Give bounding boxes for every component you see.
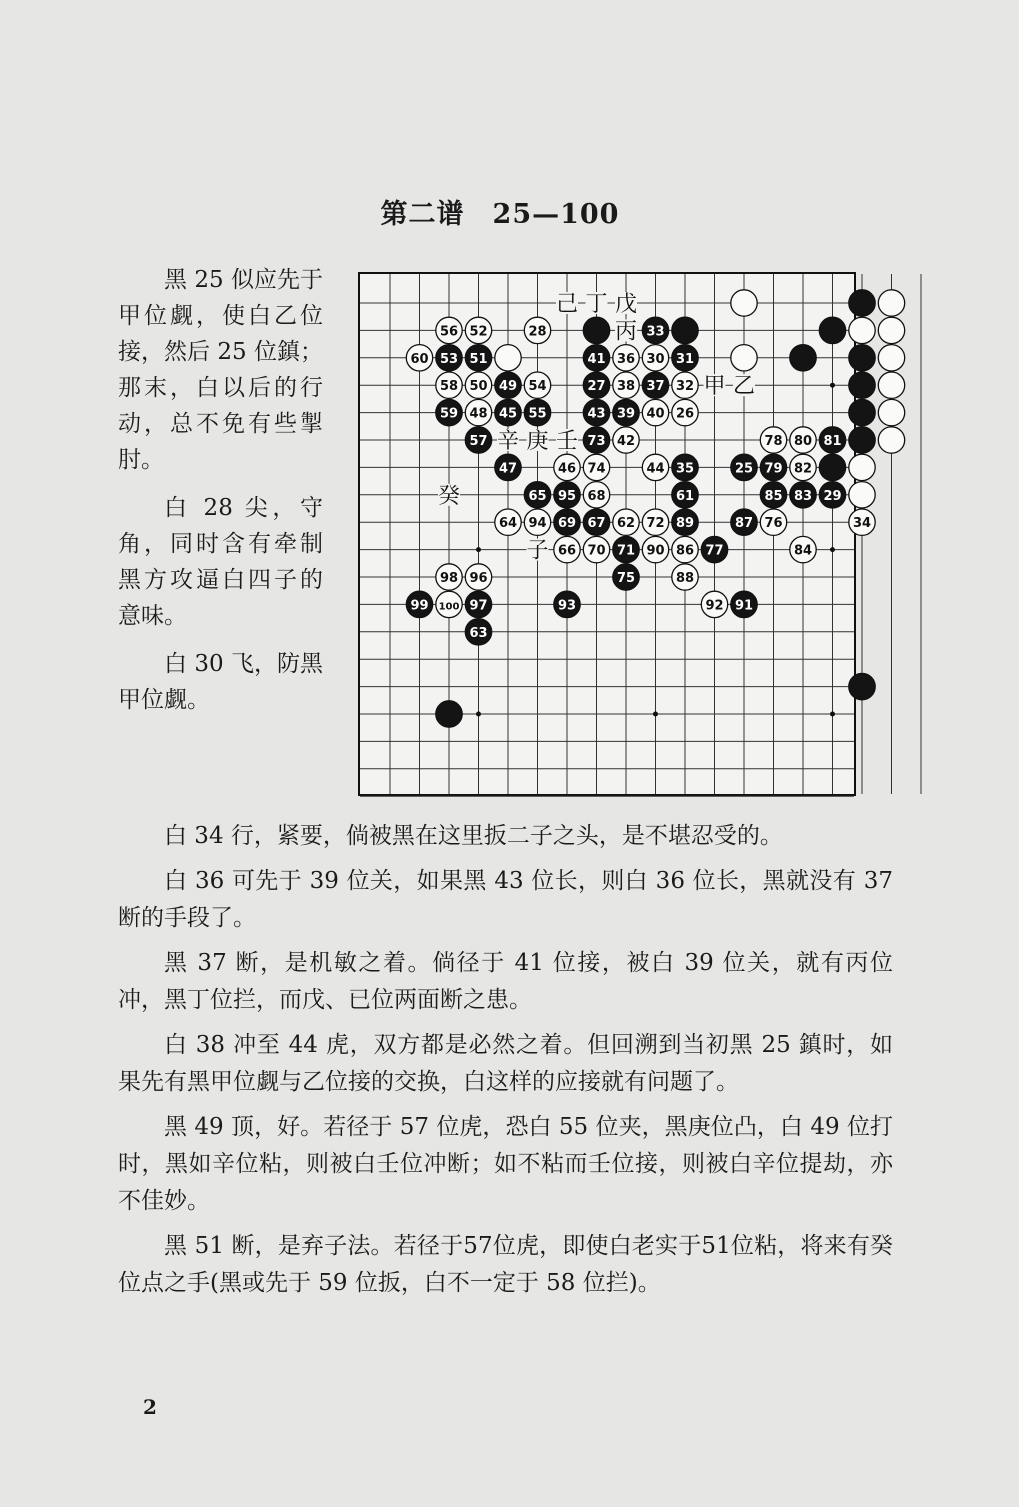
stone-move-number: 85: [764, 488, 783, 504]
white-stone: [731, 345, 757, 371]
black-stone: [436, 701, 462, 727]
stone-move-number: 95: [557, 488, 577, 504]
stone-move-number: 42: [616, 434, 636, 449]
position-mark-label: 壬: [555, 429, 579, 454]
side-paragraph: 白 30 飞，防黑甲位觑。: [118, 651, 323, 713]
stone-move-number: 43: [587, 406, 606, 422]
stone-move-number: 74: [587, 461, 606, 477]
position-mark-label: 丁: [585, 292, 608, 317]
star-point: [653, 712, 658, 717]
stone-move-number: 99: [410, 598, 429, 614]
stone-move-number: 44: [646, 461, 665, 477]
stone-move-number: 71: [616, 543, 636, 559]
stone-move-number: 68: [587, 488, 606, 504]
stone-move-number: 78: [764, 434, 783, 449]
stone-move-number: 30: [646, 351, 665, 367]
stone-move-number: 52: [469, 324, 488, 340]
position-mark-label: 己: [555, 292, 579, 317]
white-stone: [878, 345, 904, 371]
stone-move-number: 89: [675, 516, 695, 532]
black-stone: [849, 290, 875, 316]
stone-move-number: 84: [793, 543, 813, 559]
stone-move-number: 45: [498, 406, 518, 422]
black-stone: [849, 372, 875, 398]
stone-move-number: 50: [469, 379, 488, 395]
star-point: [476, 547, 481, 552]
stone-move-number: 31: [675, 351, 695, 367]
stone-move-number: 48: [469, 406, 488, 422]
side-paragraph: 黑 25 似应先于甲位觑，使白乙位接，然后 25 位鎮；那末，白以后的行动，总不免有些掣肘。: [118, 267, 323, 473]
stone-move-number: 34: [852, 516, 872, 532]
body-paragraph: 白 38 冲至 44 虎，双方都是必然之着。但回溯到当初黑 25 鎮时，如果先有黑甲位觑与乙位接的交换，白这样的应接就有问题了。: [118, 1032, 893, 1095]
body-paragraph: 白 34 行，紧要，倘被黑在这里扳二子之头，是不堪忍受的。: [164, 823, 783, 849]
white-stone: [849, 454, 875, 480]
stone-move-number: 67: [587, 516, 606, 532]
stone-move-number: 28: [528, 324, 547, 340]
stone-move-number: 90: [646, 543, 665, 559]
stone-move-number: 66: [557, 543, 577, 559]
stone-move-number: 64: [498, 516, 518, 532]
stone-move-number: 69: [557, 516, 577, 532]
stone-move-number: 100: [438, 601, 460, 613]
black-stone: [583, 317, 609, 343]
stone-move-number: 93: [557, 598, 577, 614]
stone-move-number: 46: [557, 461, 577, 477]
star-point: [830, 712, 835, 717]
black-stone: [790, 345, 816, 371]
white-stone: [731, 290, 757, 316]
stone-move-number: 88: [675, 571, 695, 586]
position-mark-label: 丙: [614, 319, 638, 345]
main-commentary: [118, 818, 893, 1310]
white-stone: [878, 399, 904, 425]
stone-move-number: 38: [616, 379, 636, 395]
black-stone: [819, 454, 845, 480]
stone-move-number: 76: [764, 516, 783, 532]
stone-move-number: 56: [439, 324, 459, 340]
go-board-diagram: [358, 272, 872, 796]
position-mark-label: 戊: [614, 292, 638, 317]
stone-move-number: 55: [528, 406, 547, 422]
body-paragraph: 黑 49 顶，好。若径于 57 位虎，恐白 55 位夹，黑庚位凸，白 49 位打时，黑如辛位粘，则被白壬位冲断；如不粘而壬位接，则被白辛位提劫，亦不佳妙。: [118, 1114, 893, 1214]
stone-move-number: 35: [675, 461, 695, 477]
stone-move-number: 26: [675, 406, 695, 422]
stone-move-number: 73: [587, 434, 606, 449]
white-stone: [878, 290, 904, 316]
stone-move-number: 53: [439, 351, 459, 367]
stone-move-number: 87: [734, 516, 754, 532]
stone-move-number: 40: [646, 406, 665, 422]
black-stone: [849, 427, 875, 453]
body-paragraph: 白 36 可先于 39 位关，如果黑 43 位长，则白 36 位长，黑就没有 37 断的手段了。: [118, 868, 893, 931]
stone-move-number: 25: [734, 461, 754, 477]
position-mark-label: 庚: [526, 429, 549, 454]
stone-move-number: 81: [823, 434, 842, 449]
stone-move-number: 70: [587, 543, 606, 559]
stone-move-number: 41: [587, 351, 606, 367]
white-stone: [849, 317, 875, 343]
stone-move-number: 62: [616, 516, 636, 532]
stone-move-number: 82: [793, 461, 813, 477]
stone-move-number: 77: [705, 543, 724, 559]
white-stone: [849, 482, 875, 508]
body-paragraph: 黑 51 断，是弃子法。若径于57位虎，即使白老实于51位粘，将来有癸位点之手(黑或先于 59 位扳，白不一定于 58 位拦)。: [118, 1233, 893, 1296]
star-point: [830, 383, 835, 388]
stone-move-number: 60: [410, 351, 429, 367]
stone-move-number: 83: [793, 488, 813, 504]
side-paragraph: 白 28 尖，守角，同时含有牵制黑方攻逼白四子的意味。: [118, 495, 323, 629]
diagram-title: 第二谱 25—100: [380, 199, 620, 230]
stone-move-number: 75: [616, 571, 636, 586]
page-number: 2: [143, 1395, 157, 1419]
stone-move-number: 32: [675, 379, 695, 395]
white-stone: [878, 317, 904, 343]
black-stone: [849, 399, 875, 425]
stone-move-number: 63: [469, 625, 488, 641]
stone-move-number: 27: [587, 379, 606, 395]
black-stone: [819, 317, 845, 343]
white-stone: [495, 345, 521, 371]
stone-move-number: 91: [734, 598, 754, 614]
stone-move-number: 79: [764, 461, 783, 477]
stone-move-number: 59: [439, 406, 459, 422]
stone-move-number: 96: [469, 571, 488, 586]
position-mark-label: 甲: [703, 374, 726, 400]
position-mark-label: 乙: [732, 374, 756, 400]
position-mark-label: 辛: [496, 429, 520, 454]
position-mark-label: 癸: [437, 483, 461, 509]
stone-move-number: 29: [823, 488, 842, 504]
position-mark-label: 子: [526, 538, 549, 564]
stone-move-number: 58: [439, 379, 459, 395]
stone-move-number: 51: [469, 351, 488, 367]
stone-move-number: 80: [793, 434, 813, 449]
white-stone: [878, 372, 904, 398]
stone-move-number: 98: [439, 571, 459, 586]
stone-move-number: 47: [498, 461, 518, 477]
stone-move-number: 54: [528, 379, 547, 395]
stone-move-number: 36: [616, 351, 636, 367]
star-point: [476, 712, 481, 717]
side-commentary: [118, 262, 323, 730]
stone-move-number: 86: [675, 543, 695, 559]
stone-move-number: 65: [528, 488, 547, 504]
black-stone: [849, 673, 875, 699]
stone-move-number: 39: [616, 406, 636, 422]
body-paragraph: 黑 37 断，是机敏之着。倘径于 41 位接，被白 39 位关，就有丙位冲，黑丁位拦，而戊、已位两面断之患。: [118, 950, 893, 1013]
stone-move-number: 57: [469, 434, 488, 449]
stone-move-number: 72: [646, 516, 665, 532]
stone-move-number: 92: [705, 598, 724, 614]
black-stone: [672, 317, 698, 343]
stone-move-number: 49: [498, 379, 518, 395]
star-point: [830, 547, 835, 552]
stone-move-number: 37: [646, 379, 665, 395]
stone-move-number: 97: [469, 598, 488, 614]
go-board-svg: [360, 274, 872, 794]
black-stone: [849, 345, 875, 371]
stone-move-number: 61: [675, 488, 695, 504]
stone-move-number: 94: [528, 516, 547, 532]
stone-move-number: 33: [646, 324, 665, 340]
white-stone: [878, 427, 904, 453]
